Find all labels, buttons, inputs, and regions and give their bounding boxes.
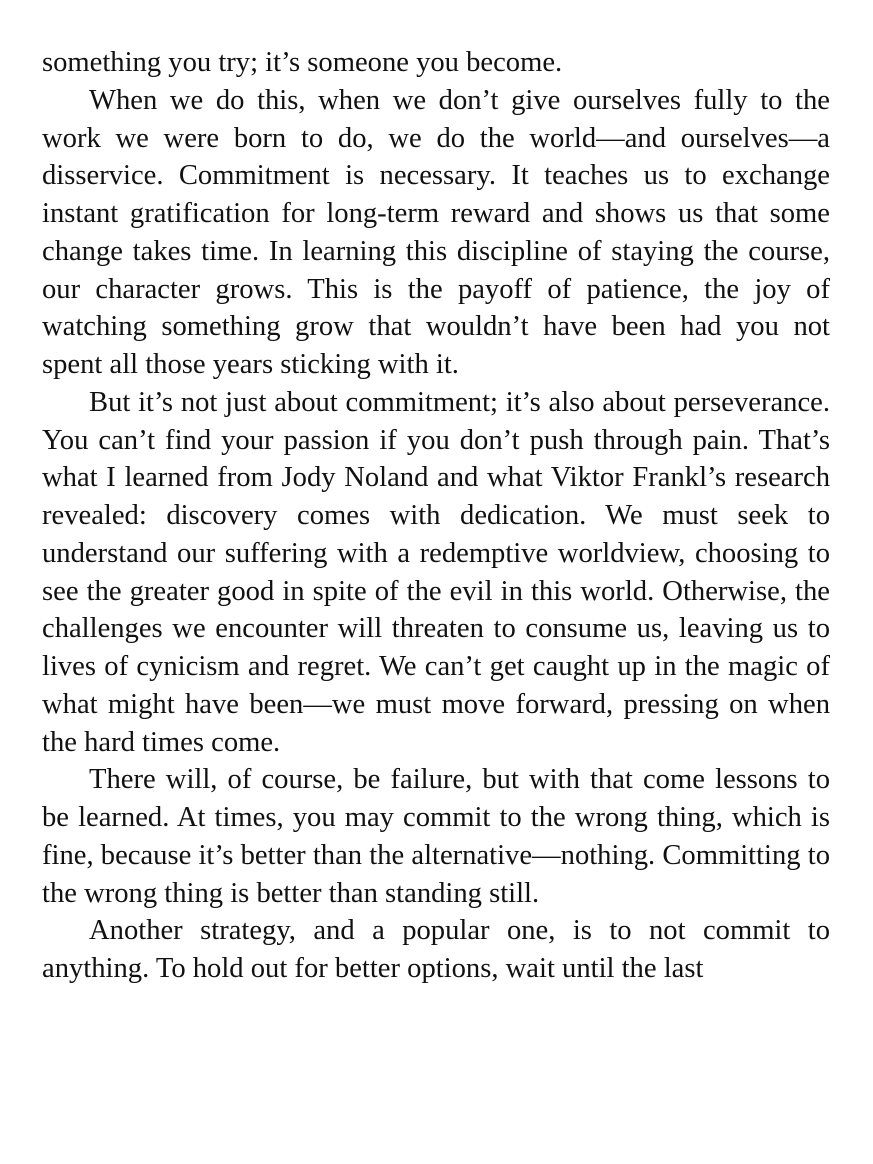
page-body-text <box>42 44 830 988</box>
paragraph-perseverance: But it’s not just about commitment; it’s also about perseverance. You can’t find your passion if you don’t push through pain. That’s what I learned from Jody Noland and what Viktor Frankl’s research revealed: discovery comes with dedication. We must seek to understand our suffering with a redemptive worldview, choosing to see the greater good in spite of the evil in this world. Otherwise, the challenges we encounter will threaten to consume us, leaving us to lives of cynicism and regret. We can’t get caught up in the magic of what might have been—we must move forward, pressing on when the hard times come. <box>42 386 830 758</box>
paragraph-continued: something you try; it’s someone you become. <box>42 47 563 78</box>
paragraph-another-strategy: Another strategy, and a popular one, is to not commit to anything. To hold out for better options, wait until the last <box>42 915 830 984</box>
paragraph-failure: There will, of course, be failure, but with that come lessons to be learned. At times, you may commit to the wrong thing, which is fine, because it’s better than the alternative—nothing. Committing to the wrong thing is better than standing still. <box>42 764 830 909</box>
paragraph-commitment: When we do this, when we don’t give ourselves fully to the work we were born to do, we do the world—and ourselves—a disservice. Commitment is necessary. It teaches us to exchange instant gratification for long-term reward and shows us that some change takes time. In learning this discipline of staying the course, our character grows. This is the payoff of patience, the joy of watching something grow that wouldn’t have been had you not spent all those years sticking with it. <box>42 84 830 380</box>
